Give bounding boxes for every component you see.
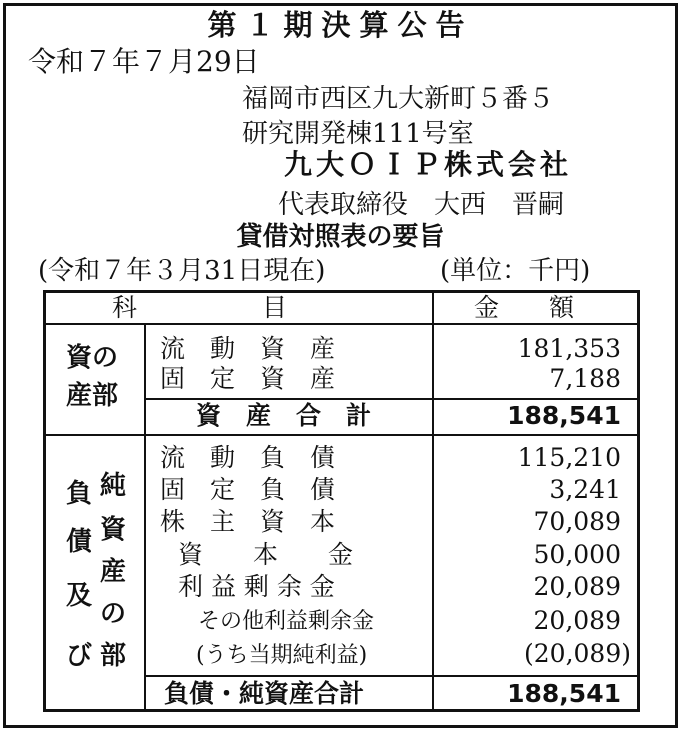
- column-header-item: 科 目: [112, 293, 288, 322]
- liab-label-7: 産: [100, 557, 127, 587]
- liab-label-1: 負: [66, 479, 93, 509]
- liabilities-total-value: 188,541: [507, 679, 621, 708]
- liab-label-9: 部: [100, 641, 127, 671]
- row-label-shareholders-equity: 株 主 資 本: [160, 507, 336, 536]
- row-value-current-assets: 181,353: [517, 334, 621, 363]
- assets-total-label: 資 産 合 計: [196, 401, 372, 430]
- liabilities-total-line: [146, 675, 637, 677]
- assets-section-label-top: 資の: [66, 343, 119, 373]
- liab-label-5: 純: [100, 471, 127, 501]
- header-divider: [46, 323, 637, 325]
- liab-label-3: 及: [66, 581, 93, 611]
- liab-label-6: 資: [100, 515, 127, 545]
- liabilities-total-label: 負債・純資産合計: [164, 679, 365, 708]
- liab-label-4: び: [66, 641, 93, 671]
- statement-period: (令和７年３月31日現在): [38, 256, 326, 286]
- row-value-shareholders-equity: 70,089: [533, 507, 621, 536]
- row-label-retained-earnings: 利 益 剰 余 金: [178, 572, 335, 601]
- representative: 代表取締役 大西 晋嗣: [278, 190, 565, 220]
- liab-label-2: 債: [66, 527, 93, 557]
- statement-title: 貸借対照表の要旨: [236, 222, 445, 252]
- company-name: 九大ＯＩＰ株式会社: [284, 148, 573, 181]
- row-value-fixed-liabilities: 3,241: [549, 475, 621, 504]
- row-label-other-retained-earnings: その他利益剰余金: [198, 609, 375, 634]
- row-value-current-liabilities: 115,210: [517, 443, 621, 472]
- assets-total-line: [146, 398, 637, 400]
- row-value-fixed-assets: 7,188: [549, 364, 621, 393]
- row-label-current-assets: 流 動 資 産: [160, 334, 336, 363]
- company-address-line2: 研究開発棟111号室: [242, 119, 474, 149]
- assets-section-label-bottom: 産部: [66, 381, 119, 411]
- row-value-retained-earnings: 20,089: [533, 572, 621, 601]
- section-column-divider: [144, 325, 146, 709]
- row-value-net-income: (20,089): [524, 639, 631, 668]
- row-label-net-income: (うち当期純利益): [196, 643, 368, 668]
- row-label-fixed-assets: 固 定 資 産: [160, 364, 336, 393]
- row-value-capital: 50,000: [533, 540, 621, 569]
- company-address-line1: 福岡市西区九大新町５番５: [242, 84, 555, 114]
- notice-title: 第１期決算公告: [207, 8, 474, 42]
- column-header-amount: 金 額: [474, 293, 575, 322]
- row-label-fixed-liabilities: 固 定 負 債: [160, 475, 336, 504]
- assets-total-value: 188,541: [507, 401, 621, 430]
- row-value-other-retained-earnings: 20,089: [533, 606, 621, 635]
- row-label-current-liabilities: 流 動 負 債: [160, 443, 336, 472]
- notice-date: 令和７年７月29日: [28, 45, 260, 78]
- statement-unit: (単位：千円): [440, 256, 591, 286]
- balance-sheet-table: [43, 290, 640, 712]
- amount-column-divider: [432, 293, 434, 709]
- assets-divider: [46, 434, 637, 436]
- row-label-capital: 資 本 金: [178, 540, 354, 569]
- liab-label-8: の: [100, 599, 127, 629]
